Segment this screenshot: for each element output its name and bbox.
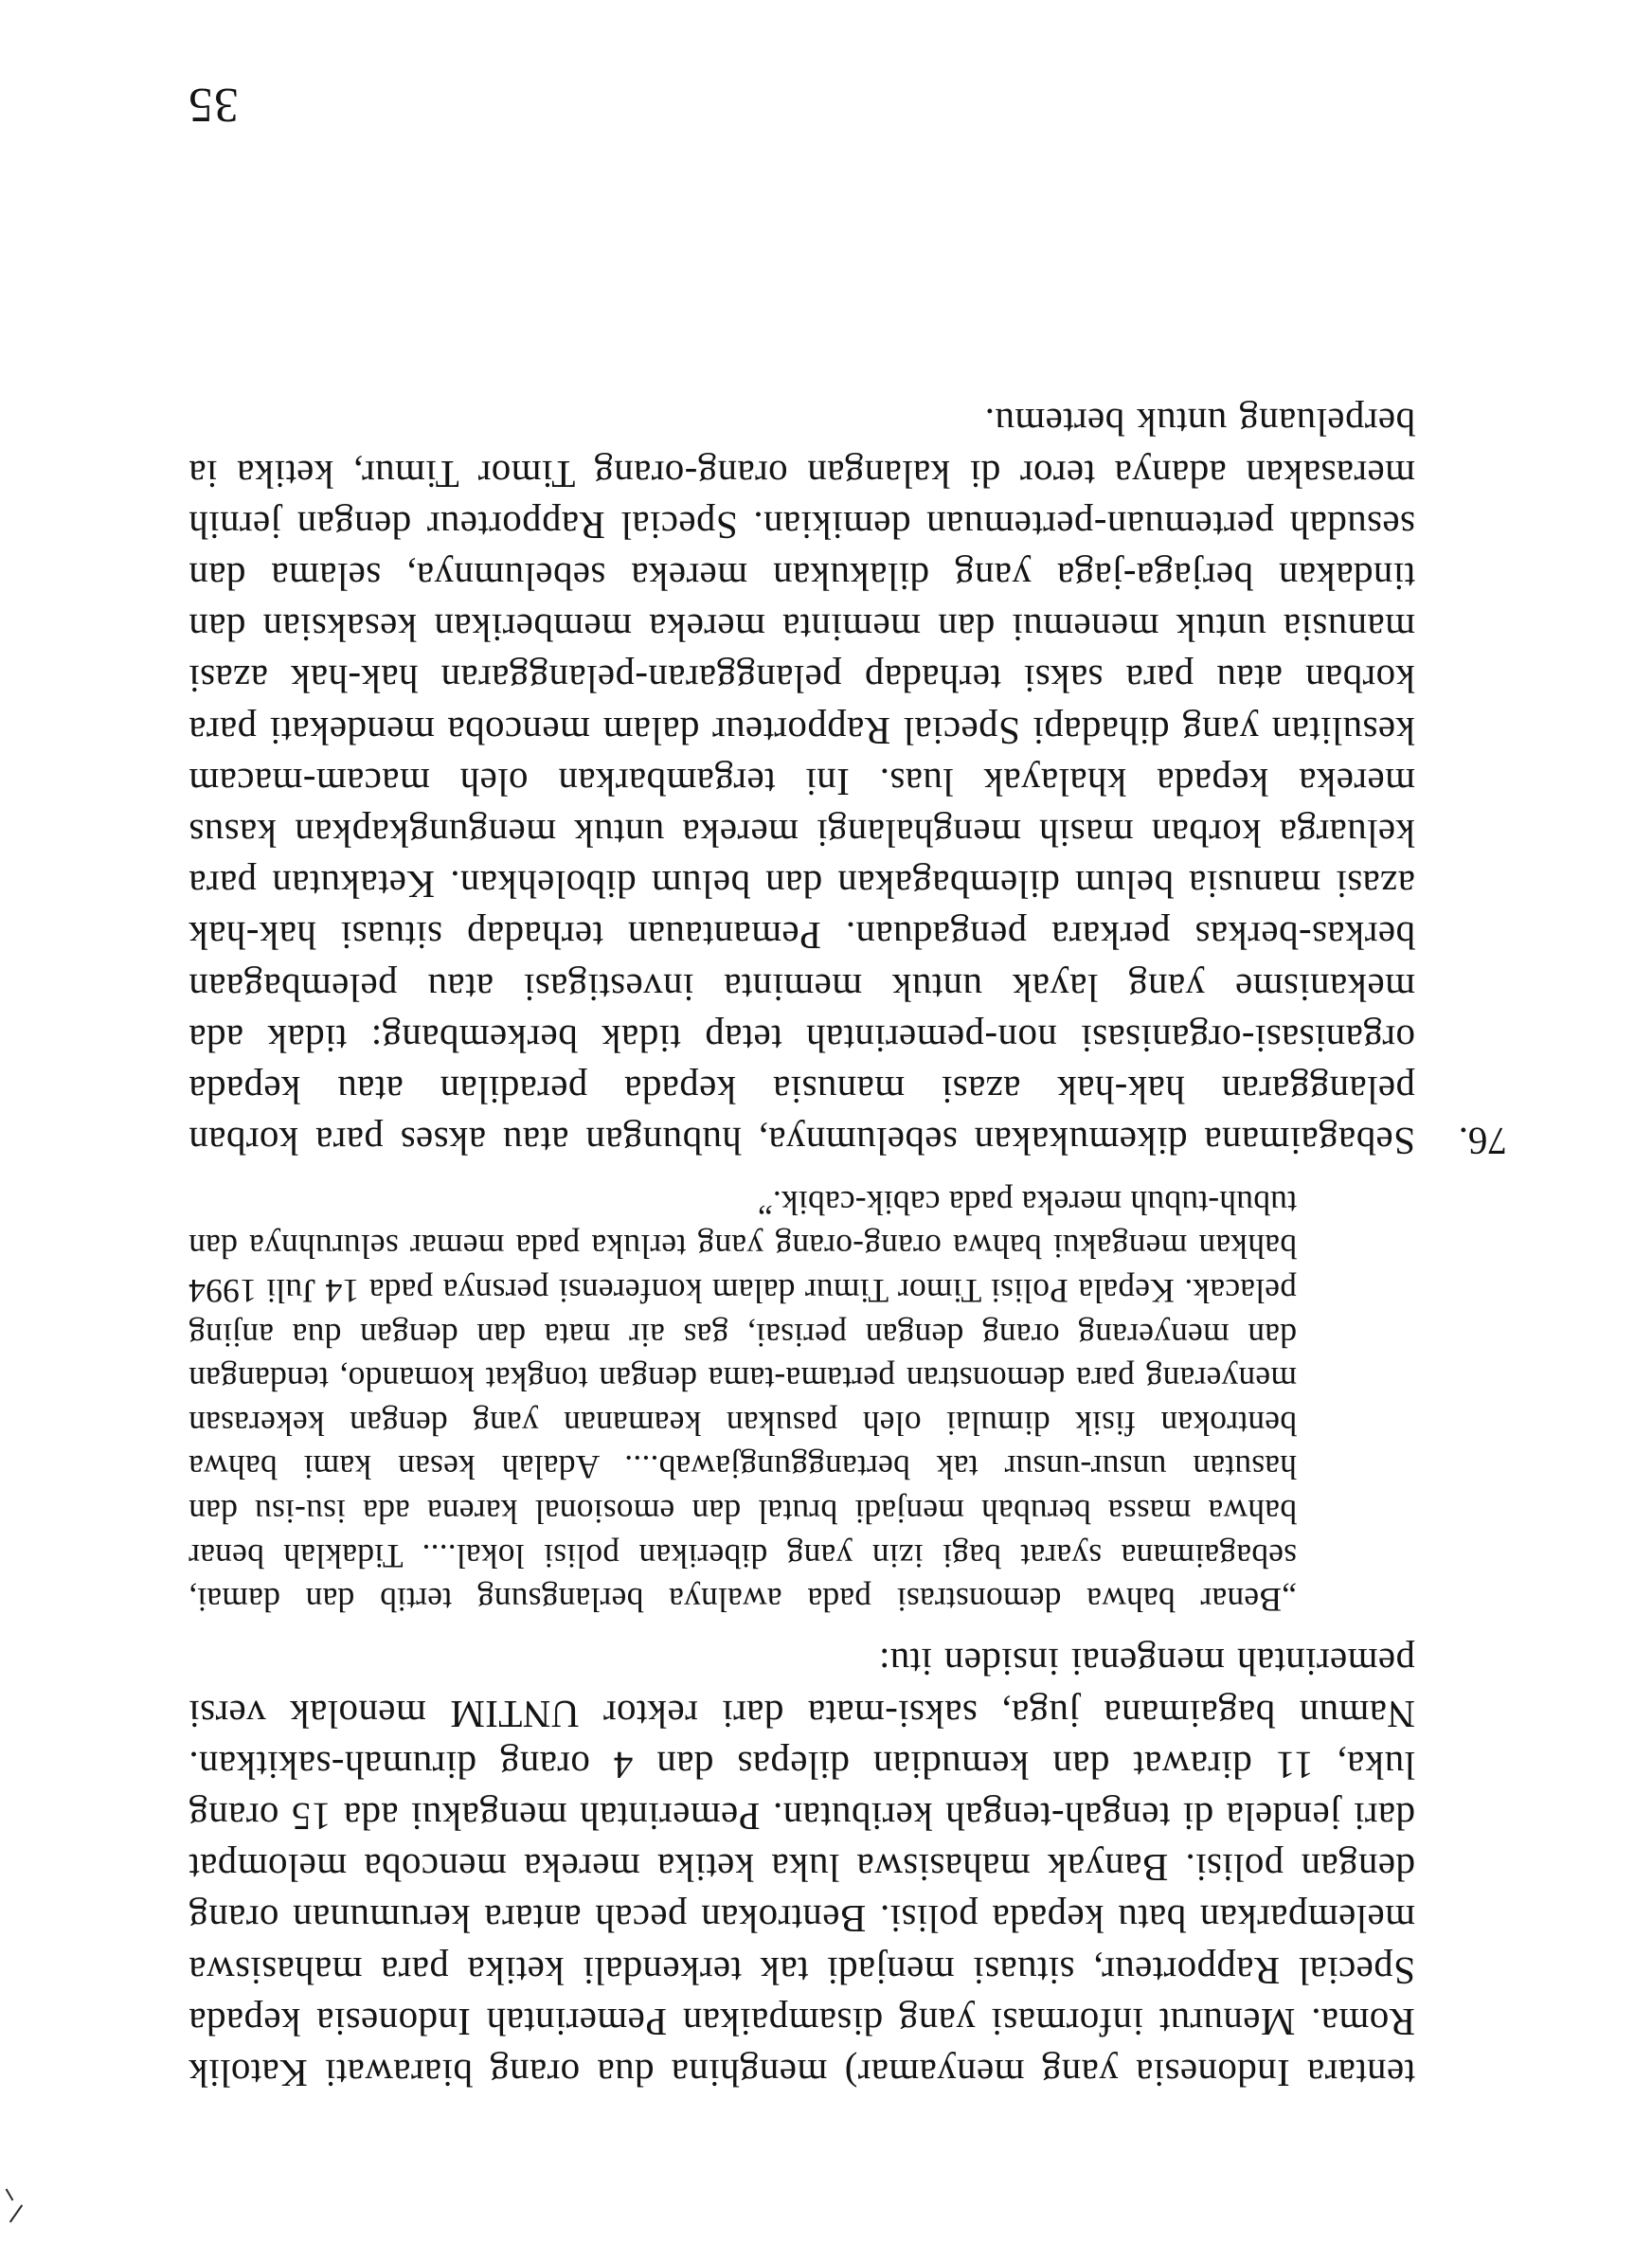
body-text	[189, 397, 1507, 2099]
numbered-paragraph-76	[189, 397, 1507, 1167]
paragraph-76-text: Sebagaimana dikemukakan sebelumnya, hubungan atau akses para korban pelanggaran hak-hak azasi manusia kepada peradilan atau kepada organisasi-organisasi non-pemerintah tetap tidak berkembang: tidak ada mekanisme yang layak untuk meminta investigasi atau pelembagaan berkas-berkas perkara pengaduan. Pemantauan terhadap situasi hak-hak azasi manusia belum dilembagakan dan belum dibolehkan. Ketakutan para keluarga korban masih menghalangi mereka untuk mengungkapkan kasus mereka kepada khalayak luas. Ini tergambarkan oleh macam-macam kesulitan yang dihadapi Special Rapporteur dalam mencoba mendekati para korban atau para saksi terhadap pelanggaran-pelanggaran hak-hak azasi manusia untuk menemui dan meminta mereka memberikan kesaksian dan tindakan berjaga-jaga yang dilakukan mereka sebelumnya, selama dan sesudah pertemuan-pertemuan demikian. Special Rapporteur dengan jernih merasakan adanya teror di kalangan orang-orang Timor Timur, ketika ia berpeluang untuk bertemu.	[189, 401, 1415, 1164]
scan-edge-mark	[9, 2204, 23, 2222]
page-number: 35	[188, 78, 239, 132]
block-quote: „Benar bahwa demonstrasi pada awalnya berlangsung tertib dan damai, sebagaimana syarat bagi izin yang diberikan polisi lokal.... Tidaklah benar bahwa massa berubah menjadi brutal dan emosional karena ada isu-isu dan hasutan unsur-unsur tak bertanggungjawab.... Adalah kesan kami bahwa bentrokan fisik dimulai oleh pasukan keamanan yang dengan kekerasan menyerang para demonstran pertama-tama dengan tongkat komando, tendangan dan menyerang orang dengan perisai, gas air mata dan dengan dua anjing pelacak. Kepala Polisi Timor Timur dalam konferensi persnya pada 14 Juli 1994 bahkan mengakui bahwa orang-orang yang terluka pada memar seluruhnya dan tubuh-tubuh mereka pada cabik-cabik.”	[189, 1183, 1297, 1620]
intro-paragraph: tentara Indonesia yang menyamar) menghina dua orang biarawati Katolik Roma. Menurut informasi yang disampaikan Pemerintah Indonesia kepada Special Rapporteur, situasi menjadi tak terkendali ketika para mahasiswa melemparkan batu kepada polisi. Bentrokan pecah antara kerumunan orang dengan polisi. Banyak mahasiswa luka ketika mereka mencoba melompat dari jendela di tengah-tengah keributan. Pemerintah mengakui ada 15 orang luka, 11 dirawat dan kemudian dilepas dan 4 orang dirumah-sakitkan. Namun bagaimana juga, saksi-mata dari rektor UNTIM menolak versi pemerintah mengenai insiden itu:	[189, 1641, 1415, 2095]
scan-edge-mark	[6, 2188, 14, 2200]
paragraph-number: 76.	[1458, 1120, 1507, 1164]
